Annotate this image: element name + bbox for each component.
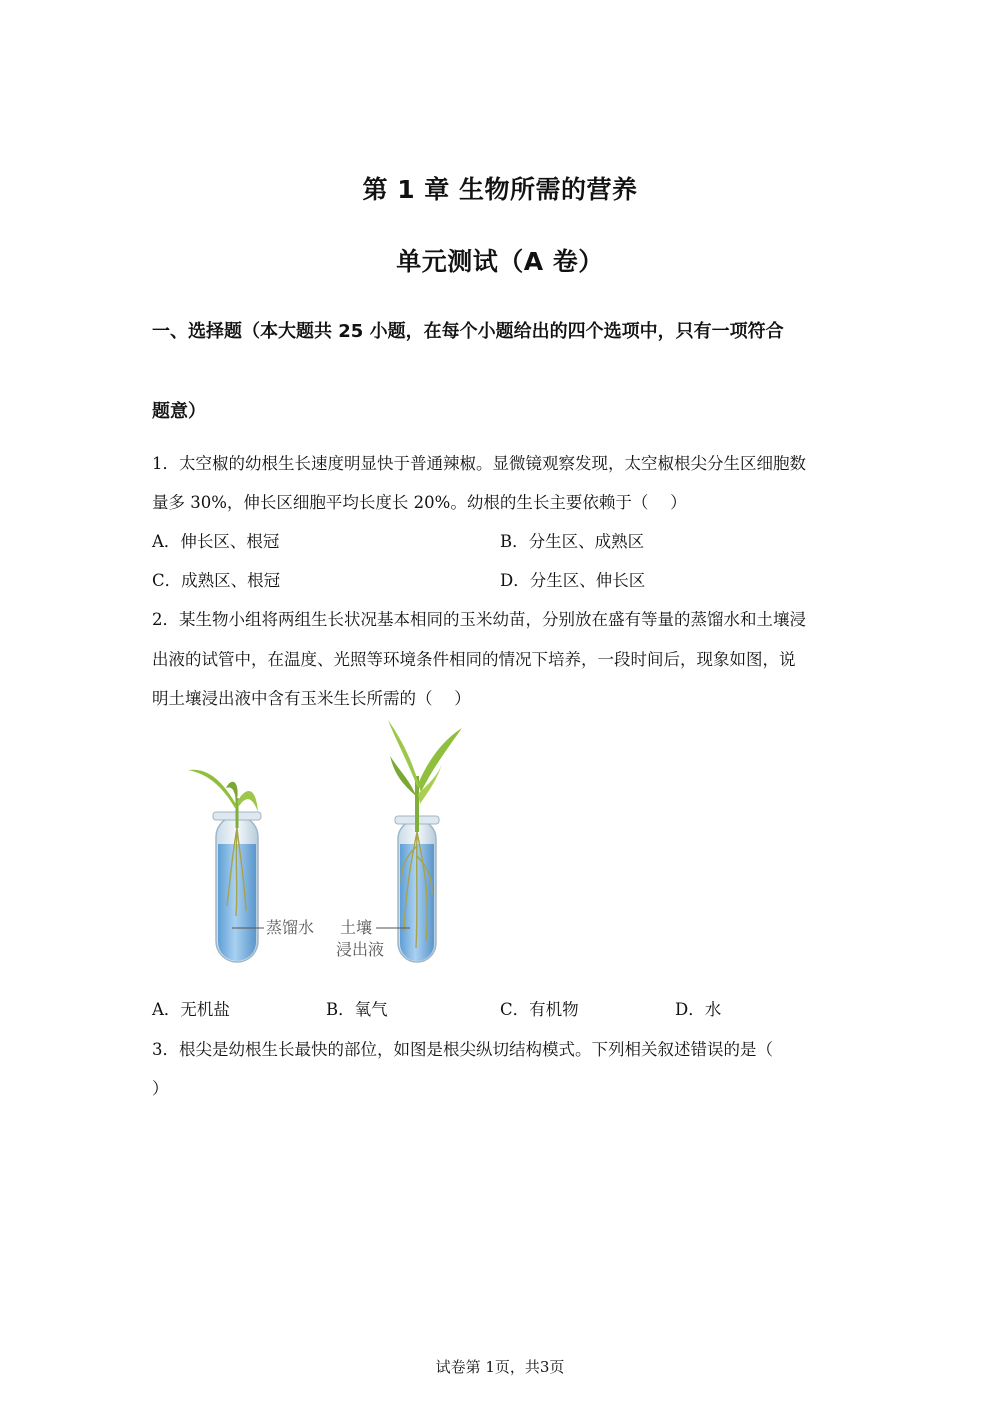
right-test-tube <box>388 720 462 962</box>
q1-stem-line2: 量多 30%，伸长区细胞平均长度长 20%。幼根的生长主要依赖于（ ） <box>152 493 687 512</box>
q2-stem-line2: 出液的试管中，在温度、光照等环境条件相同的情况下培养，一段时间后，现象如图，说 <box>152 650 796 669</box>
q3-stem-line1: 3．根尖是幼根生长最快的部位，如图是根尖纵切结构模式。下列相关叙述错误的是（ <box>152 1040 773 1059</box>
label-extract: 浸出液 <box>336 940 385 959</box>
q1-stem-line1: 1．太空椒的幼根生长速度明显快于普通辣椒。显微镜观察发现，太空椒根尖分生区细胞数 <box>152 454 806 473</box>
section-heading-line2: 题意） <box>152 401 206 422</box>
q1-option-b: B．分生区、成熟区 <box>500 532 645 551</box>
q2-option-a: A．无机盐 <box>152 1000 230 1019</box>
unit-test-subtitle: 单元测试（A 卷） <box>396 247 604 276</box>
q2-option-b: B．氧气 <box>326 1000 388 1019</box>
q1-option-a: A．伸长区、根冠 <box>152 532 280 551</box>
label-soil: 土壤 <box>340 918 373 937</box>
q3-stem-line2: ） <box>152 1079 169 1098</box>
label-distilled-water: 蒸馏水 <box>266 918 315 937</box>
q2-stem-line3: 明土壤浸出液中含有玉米生长所需的（ ） <box>152 689 471 708</box>
page-footer: 试卷第 1页，共3页 <box>435 1358 565 1376</box>
seedling-test-tube-figure <box>180 716 480 976</box>
q2-option-d: D．水 <box>675 1000 722 1019</box>
chapter-title: 第 1 章 生物所需的营养 <box>362 175 638 204</box>
q2-option-c: C．有机物 <box>500 1000 579 1019</box>
q1-option-c: C．成熟区、根冠 <box>152 571 281 590</box>
q2-stem-line1: 2．某生物小组将两组生长状况基本相同的玉米幼苗，分别放在盛有等量的蒸馏水和土壤浸 <box>152 610 806 629</box>
left-test-tube <box>188 770 261 962</box>
section-heading-line1: 一、选择题（本大题共 25 小题，在每个小题给出的四个选项中，只有一项符合 <box>152 321 784 342</box>
q1-option-d: D．分生区、伸长区 <box>500 571 646 590</box>
